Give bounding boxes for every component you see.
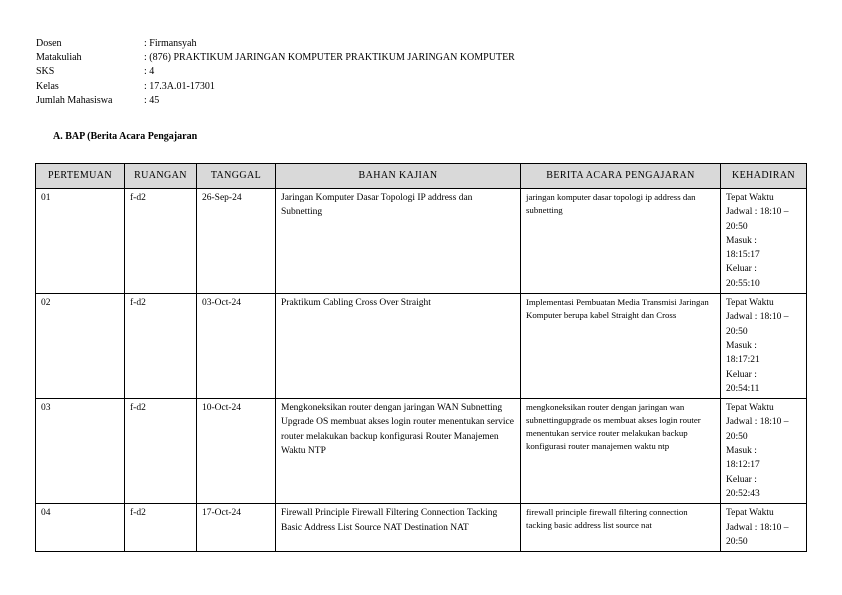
info-label: Jumlah Mahasiswa xyxy=(36,94,113,106)
table-row xyxy=(36,504,807,552)
info-value: : 17.3A.01-17301 xyxy=(144,80,215,92)
cell-bahan-kajian: Mengkoneksikan router dengan jaringan WAN Subnetting Upgrade OS membuat akses login router menentukan service router melakukan backup konfigurasi Router Manajemen Waktu NTP xyxy=(276,399,521,504)
cell-ruangan: f-d2 xyxy=(125,504,197,552)
attendance-in-label: Masuk : xyxy=(726,446,757,457)
attendance-schedule: Jadwal : 18:10 – 20:50 xyxy=(726,417,789,442)
cell-bahan-kajian: Firewall Principle Firewall Filtering Connection Tacking Basic Address List Source NAT Destination NAT xyxy=(276,504,521,552)
attendance-in-label: Masuk : xyxy=(726,340,757,351)
attendance-status: Tepat Waktu xyxy=(726,193,774,203)
table-header-row xyxy=(36,164,807,189)
cell-kehadiran xyxy=(721,399,807,504)
attendance-schedule: Jadwal : 18:10 – 20:50 xyxy=(726,312,789,337)
info-value: : Firmansyah xyxy=(144,38,197,49)
attendance-status: Tepat Waktu xyxy=(726,508,774,519)
cell-pertemuan: 03 xyxy=(36,399,125,504)
column-header-bahan-kajian: BAHAN KAJIAN xyxy=(276,164,521,189)
attendance-out-label: Keluar : xyxy=(726,264,757,275)
column-header-tanggal: TANGGAL xyxy=(197,164,276,189)
table-row xyxy=(36,189,807,294)
cell-kehadiran xyxy=(721,294,807,399)
cell-ruangan: f-d2 xyxy=(125,399,197,504)
info-value: : 4 xyxy=(144,66,155,78)
cell-bahan-kajian: Jaringan Komputer Dasar Topologi IP address dan Subnetting xyxy=(276,189,521,294)
section-title: A. BAP (Berita Acara Pengajaran xyxy=(53,131,198,142)
cell-kehadiran xyxy=(721,189,807,294)
info-label: SKS xyxy=(36,66,55,78)
attendance-status: Tepat Waktu xyxy=(726,298,774,309)
table-row xyxy=(36,399,807,504)
attendance-out-time: 20:54:11 xyxy=(726,383,760,394)
cell-ruangan: f-d2 xyxy=(125,189,197,294)
cell-bahan-kajian: Praktikum Cabling Cross Over Straight xyxy=(276,294,521,399)
cell-pertemuan: 01 xyxy=(36,189,125,294)
cell-tanggal: 26-Sep-24 xyxy=(197,189,276,294)
cell-pertemuan: 04 xyxy=(36,504,125,552)
cell-berita-acara: Implementasi Pembuatan Media Transmisi Jaringan Komputer berupa kabel Straight dan Cross xyxy=(521,294,721,399)
column-header-berita-acara: BERITA ACARA PENGAJARAN xyxy=(521,164,721,189)
info-label: Matakuliah xyxy=(36,52,82,64)
bap-table xyxy=(35,163,807,552)
cell-berita-acara: mengkoneksikan router dengan jaringan wan subnettingupgrade os membuat akses login router menentukan service router melakukan backup konfigurasi router manajemen waktu ntp xyxy=(521,399,721,504)
info-value: : 45 xyxy=(144,94,160,106)
attendance-schedule: Jadwal : 18:10 – 20:50 xyxy=(726,522,789,547)
attendance-out-label: Keluar : xyxy=(726,474,757,485)
info-row-matakuliah xyxy=(36,51,515,65)
table-row xyxy=(36,294,807,399)
cell-tanggal: 03-Oct-24 xyxy=(197,294,276,399)
cell-tanggal: 10-Oct-24 xyxy=(197,399,276,504)
column-header-ruangan: RUANGAN xyxy=(125,164,197,189)
info-value: : (876) PRAKTIKUM JARINGAN KOMPUTER PRAKTIKUM JARINGAN KOMPUTER xyxy=(144,52,515,64)
info-row-jumlah-mahasiswa xyxy=(36,94,515,108)
cell-kehadiran xyxy=(721,504,807,552)
attendance-in-label: Masuk : xyxy=(726,235,757,246)
attendance-in-time: 18:17:21 xyxy=(726,355,760,366)
cell-tanggal: 17-Oct-24 xyxy=(197,504,276,552)
column-header-pertemuan: PERTEMUAN xyxy=(36,164,125,189)
attendance-out-time: 20:52:43 xyxy=(726,488,760,499)
info-row-dosen xyxy=(36,37,515,51)
info-label: Kelas xyxy=(36,80,59,92)
info-row-kelas xyxy=(36,80,515,94)
info-label: Dosen xyxy=(36,38,62,49)
cell-ruangan: f-d2 xyxy=(125,294,197,399)
column-header-kehadiran: KEHADIRAN xyxy=(721,164,807,189)
info-row-sks xyxy=(36,65,515,79)
attendance-schedule: Jadwal : 18:10 – 20:50 xyxy=(726,207,789,232)
attendance-in-time: 18:15:17 xyxy=(726,250,760,261)
cell-berita-acara: jaringan komputer dasar topologi ip address dan subnetting xyxy=(521,189,721,294)
attendance-in-time: 18:12:17 xyxy=(726,460,760,471)
cell-pertemuan: 02 xyxy=(36,294,125,399)
attendance-out-time: 20:55:10 xyxy=(726,278,760,289)
attendance-status: Tepat Waktu xyxy=(726,403,774,414)
cell-berita-acara: firewall principle firewall filtering connection tacking basic address list source nat xyxy=(521,504,721,552)
attendance-out-label: Keluar : xyxy=(726,369,757,380)
course-info xyxy=(36,37,515,108)
